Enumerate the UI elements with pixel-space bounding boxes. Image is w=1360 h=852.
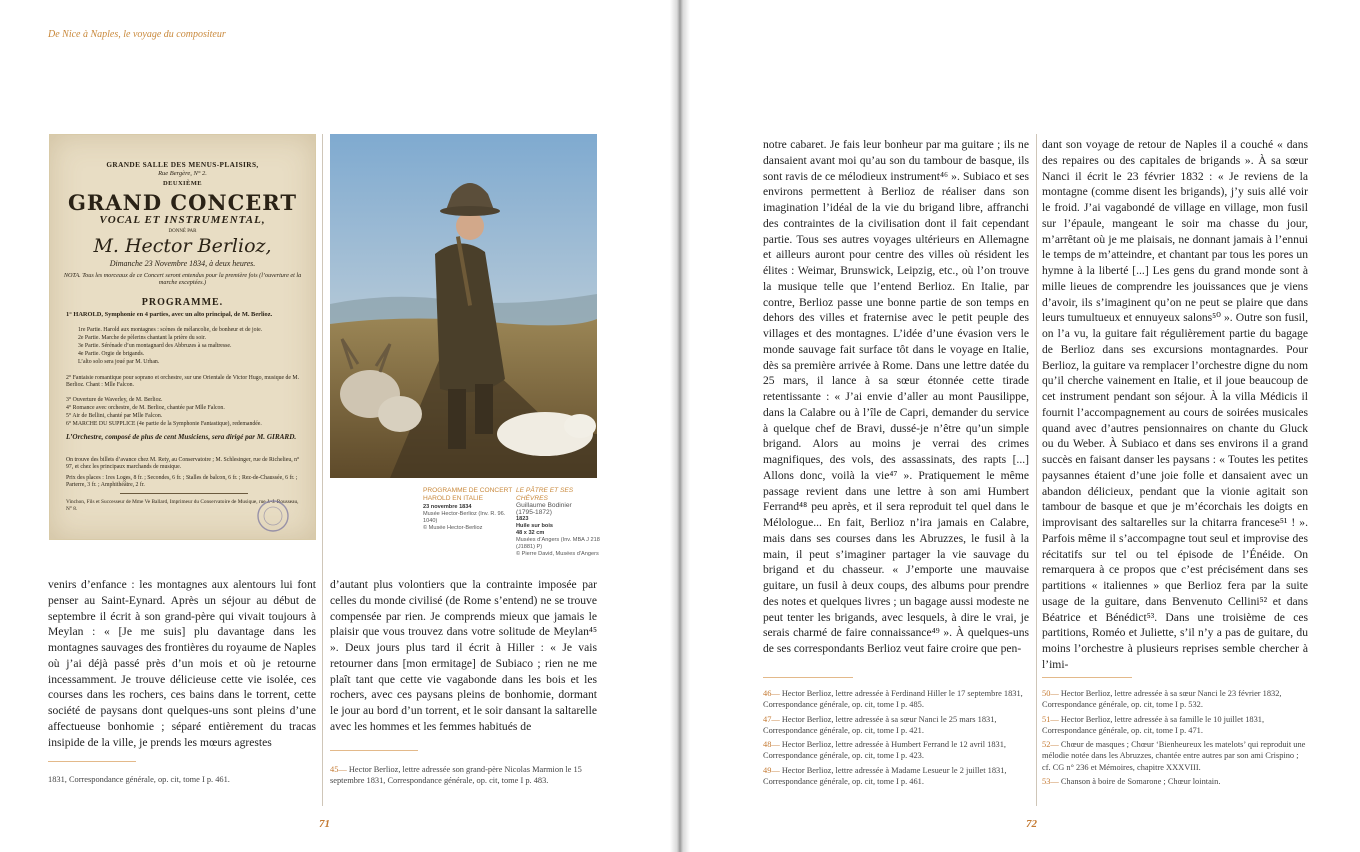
poster-item-1a: 1re Partie. Harold aux montagnes : scènes de mélancolie, de bonheur et de joie. bbox=[78, 327, 263, 333]
footnote-rule bbox=[1042, 677, 1132, 678]
painting-caption-medium: Huile sur bois bbox=[516, 523, 553, 530]
left-col1-paragraph: venirs d’enfance : les montagnes aux alentours lui font penser au Saint-Eynard. Après un séjour au début de septembre il écrit à son grand-père qui vivait toujours à Meylan : « [Je me suis] plu davantage dans les montagnes sauvages des frontières du royaume de Naples où j’ai déjà passé près d’un mois et où je retourne incessamment. Je trouve délicieuse cette vie isolée, ces courses dans les rochers, ces bains dans le torrent, cette société de paysans dont quelques-uns sont pleins d’une affectueuse bonhomie ; séparé entièrement du tracas insipide de la ville, je prends les mœurs agrestes bbox=[48, 578, 316, 749]
poster-date: Dimanche 23 Novembre 1834, à deux heures. bbox=[109, 259, 256, 268]
poster-printer: Vinchon, Fils et Successeur de Mme Ve Ballard, Imprimeur du Conservatoire de Musique, rue J.-J. Rousseau, N° 8. bbox=[66, 499, 299, 513]
poster-programme: PROGRAMME. bbox=[141, 297, 224, 308]
poster-address: Rue Bergère, N° 2. bbox=[158, 170, 207, 177]
right-col1-paragraph: notre cabaret. Je fais leur bonheur par ma guitare ; ils ne dansaient avant moi qu’au son du tambour de basque, ils sont ravis de ce mélodieux instrument⁴⁶ ». Subiaco et ses environs permettent à Berlioz de réaliser dans son imagination l’idéal de la vie du brigand libre, affranchi des contraintes de la civilisation dont il fait cependant partie. Tous ses autres voyages ultérieurs en Allemagne et ailleurs auront pour centre des villes où résident les élites : Weimar, Brunswick, Leipzig, etc., où l’on trouve la musique telle que l’entend Berlioz. En Italie, par contre, Berlioz passe une bonne partie de son temps en dehors des villes et fraternise avec le petit peuple des villages et des montagnes. L’idée d’une évasion vers le monde sauvage fait surface tôt dans le voyage en Italie, dès sa première arrivée à Rome. Dans une lettre datée du 25 mars, il lance à sa sœur étonnée cette tirade retentissante : « J’ai envie d’aller au mont Pausilippe, dans la Calabre ou à l’île de Capri, demander du service à quelque chef de Bravi, dussé-je n’être qu’un simple brigand. Alors au moins je verrai des crimes magnifiques, des vols, des assassinats, des rapts [...] Allons donc, voilà la vie⁴⁷ ». Pratiquement le même passage revient dans une lettre à son ami Humbert Ferrand⁴⁸ peu après, et il sera reproduit tel quel dans le Mélologue... En fait, Berlioz n’ira jamais en Calabre, mais dans ses courses dans les Abruzzes, le fusil à la main, il peut s’imaginer partager la vie sauvage du brigand et du chasseur. « J’emporte une mauvaise guitare, un fusil à deux coups, des albums pour prendre des notes et quelques livres ; un bagage aussi modeste ne peut tenter les brigands, avec lesquels, à dire le vrai, je serais charmé de faire connaissance⁴⁹ ». À quelques-uns de ses correspondants Berlioz veut faire croire que pen- bbox=[763, 138, 1029, 655]
painting-caption-museum: Musées d’Angers (Inv. MBA J 218 (J1881) P) bbox=[516, 537, 600, 551]
poster-prices: Prix des places : 1res Loges, 8 fr. ; Secondes, 6 fr. ; Stalles de balcon, 6 fr. ; Rez-de-Chaussée, 6 fr. ; Parterre, 3 fr. ; Amphithéâtre, 2 fr. bbox=[66, 475, 298, 489]
footnote-text: Chœur de masques ; Chœur ‘Bienheureux les matelots’ qui reproduit une mélodie notée dans les Abruzzes, chantée entre autres par son ami Crispino ; cf. CG n° 236 et Mémoires, chapitre XXXVIII. bbox=[1042, 740, 1306, 772]
poster-item-5: 5° Air de Bellini, chanté par Mlle Falcon. bbox=[66, 413, 163, 419]
right-col1-body bbox=[763, 137, 1029, 657]
poster-divider bbox=[120, 493, 248, 494]
poster-item-4: 4° Romance avec orchestre, de M. Berlioz, chantée par Mlle Falcon. bbox=[66, 405, 225, 411]
painting-caption-size: 48 x 32 cm bbox=[516, 530, 545, 537]
poster-caption-title: PROGRAMME DE CONCERT HAROLD EN ITALIE bbox=[423, 487, 513, 502]
footnote-53 bbox=[1042, 776, 1308, 787]
poster-tickets: On trouve des billets d’avance chez M. Rety, au Conservatoire ; M. Schlesinger, rue de Richelieu, n° 97, et chez les principaux marchands de musique. bbox=[66, 457, 300, 471]
footnote-number: 46— bbox=[763, 689, 780, 698]
poster-item-1: 1° HAROLD, Symphonie en 4 parties, avec un alto principal, de M. Berlioz. bbox=[66, 311, 273, 318]
footnote-51 bbox=[1042, 714, 1308, 737]
footnote-number: 49— bbox=[763, 765, 780, 775]
footnote-text: Hector Berlioz, lettre adressée à sa sœur Nanci le 23 février 1832, Correspondance générale, op. cit, tome I p. 532. bbox=[1042, 689, 1282, 710]
footnote-rule bbox=[330, 750, 418, 751]
stamp-icon bbox=[256, 499, 290, 533]
footnote-rule bbox=[48, 761, 136, 762]
footnote-number: 48— bbox=[763, 740, 780, 750]
poster-ordinal: DEUXIÈME bbox=[163, 180, 202, 187]
poster-caption bbox=[423, 487, 513, 532]
poster-orchestra: L’Orchestre, composé de plus de cent Musiciens, sera dirigé par M. GIRARD. bbox=[66, 433, 297, 441]
footnote-number: 53— bbox=[1042, 777, 1059, 787]
footnote-continued: 1831, Correspondance générale, op. cit, tome I p. 461. bbox=[48, 775, 230, 784]
footnote-text: Hector Berlioz, lettre adressée à sa sœur Nanci le 25 mars 1831, Correspondance générale, op. cit, tome I p. 421. bbox=[763, 714, 997, 735]
shepherd-painting-image bbox=[330, 134, 597, 478]
running-head: De Nice à Naples, le voyage du compositeur bbox=[48, 29, 226, 40]
book-gutter bbox=[670, 0, 690, 852]
right-page bbox=[690, 0, 1360, 852]
right-footnotes-col1 bbox=[763, 688, 1029, 787]
right-footnotes-col2 bbox=[1042, 688, 1308, 787]
left-col1-body bbox=[48, 577, 316, 750]
page-number: 72 bbox=[1026, 818, 1037, 830]
footnote-48 bbox=[763, 739, 1029, 762]
left-col2-paragraph: d’autant plus volontiers que la contrainte imposée par celles du monde civilisé (de Rome s’entend) ne se trouve compensée par rien. Je comprends mieux que jamais le plaisir que vous trouvez dans votre solitude de Meylan⁴⁵ ». Deux jours plus tard il écrit à Hiller : « Je vais retourner dans [mon ermitage] de Subiaco ; rien ne me plaît tant que cette vie vagabonde dans les bois et les rochers, avec ces paysans pleins de bonhomie, dormant le jour au bord d’un torrent, et le soir dansant la saltarelle avec les hommes et les femmes habitués de bbox=[330, 578, 597, 733]
right-col2-paragraph: dant son voyage de retour de Naples il a couché « dans des repaires ou des capitales de brigands ». À sa sœur Nanci il écrit le 23 février 1832 : « Je reviens de la montagne (comme disent les brigands), j’y suis allé voir le froid. J’ai vagabondé de village en village, mon fusil sur l’épaule, mangeant le soir ma chasse du jour, m’arrêtant où je me plaisais, ne donnant jamais à l’ennui le temps de m’atteindre, et chantant par tous les pores un hymne à la liberté [...] Les gens du grand monde sont à mille lieues de comprendre les jouissances que je viens d’avoir, ils s’imaginent qu’on ne peut se plaire que dans leurs tumultueux et ennuyeux salons⁵⁰ ». Outre son fusil, on l’a vu, la guitare fait régulièrement partie du bagage de Berlioz dans ses excursions montagnardes. Pour Berlioz, la guitare va remplacer l’orchestre digne du nom qu’il cherche vainement en Italie, et il joue beaucoup de cet instrument pendant son séjour. À la villa Médicis il fournit l’accompagnement au cours de soirées musicales quand avec d’autres pensionnaires on chante du Gluck ou du Weber. À Subiaco et dans ses environs il a grand succès en faisant danser les paysans : « Toutes les petites paysannes étaient d’une joie folle et dansaient avec un abandon délicieux, pendant que la vionie agitait son tambour de basque et que je m’écorchais les doigts en improvisant des saltarelles sur la chitarra francese⁵¹ ! ». Parfois même il s’accompagne tout seul et improvise des récitatifs sur tel ou tel épisode de l’Énéide. On remarquera à ce propos que c’est précisément dans ses partitions « italiennes » que Berlioz fera par la suite usage de la guitare, dans Benvenuto Cellini⁵² et dans Béatrice et Bénédict⁵³. Dans une troisième de ces partitions, Roméo et Juliette, s’il n’y a pas de guitare, du moins l’orchestre à plusieurs reprises semble chercher à l’imi- bbox=[1042, 138, 1308, 671]
right-col2-body bbox=[1042, 137, 1308, 673]
page-number: 71 bbox=[319, 818, 330, 830]
poster-venue: GRANDE SALLE DES MENUS-PLAISIRS, bbox=[106, 160, 259, 169]
footnote-45 bbox=[330, 764, 597, 787]
left-page bbox=[0, 0, 670, 852]
concert-poster-image bbox=[49, 134, 316, 540]
poster-given-by: DONNÉ PAR bbox=[168, 229, 197, 234]
footnote-text: Hector Berlioz, lettre adressée à Ferdinand Hiller le 17 septembre 1831, Correspondance générale, op. cit, tome I p. 485. bbox=[763, 689, 1023, 710]
poster-item-6: 6° MARCHE DU SUPPLICE (4e partie de la Symphonie Fantastique), redemandée. bbox=[66, 421, 262, 427]
footnote-text: Hector Berlioz, lettre adressée à sa famille le 10 juillet 1831, Correspondance générale, op. cit, tome I p. 471. bbox=[1042, 714, 1265, 735]
footnote-50 bbox=[1042, 688, 1308, 711]
footnote-46 bbox=[763, 688, 1029, 711]
footnote-49 bbox=[763, 765, 1029, 788]
footnote-number: 47— bbox=[763, 714, 780, 724]
footnote-number: 50— bbox=[1042, 689, 1059, 698]
poster-item-1c: 3e Partie. Sérénade d’un montagnard des Abbruzes à sa maîtresse. bbox=[78, 343, 232, 349]
poster-subtitle: VOCAL ET INSTRUMENTAL, bbox=[99, 214, 266, 226]
painting-caption-artist-dates: (1795-1872) bbox=[516, 509, 552, 517]
poster-nota: NOTA. Tous les morceaux de ce Concert seront entendus pour la première fois (l’ouverture et la marche exceptées.) bbox=[63, 272, 302, 287]
painting-caption-artist: Guillaume Bodinier bbox=[516, 502, 572, 510]
poster-item-1d: 4e Partie. Orgie de brigands. bbox=[78, 351, 145, 357]
poster-item-1b: 2e Partie. Marche de pèlerins chantant la prière du soir. bbox=[78, 335, 206, 341]
footnote-text: Chanson à boire de Somarone ; Chœur lointain. bbox=[1060, 777, 1221, 787]
poster-item-1e: L’alto solo sera joué par M. Urhan. bbox=[78, 359, 160, 365]
column-rule bbox=[322, 134, 323, 806]
painting-caption-title: LE PÂTRE ET SES CHÈVRES bbox=[516, 487, 574, 502]
poster-caption-credit: © Musée Hector-Berlioz bbox=[423, 525, 483, 532]
painting-caption-credit: © Pierre David, Musées d’Angers bbox=[516, 551, 599, 558]
poster-composer: M. Hector Berlioz, bbox=[93, 235, 272, 257]
poster-caption-museum: Musée Hector-Berlioz (Inv. R. 96. 1040) bbox=[423, 511, 506, 525]
poster-title: GRAND CONCERT bbox=[67, 190, 298, 215]
poster-caption-date: 23 novembre 1834 bbox=[423, 504, 472, 511]
footnote-text: Hector Berlioz, lettre adressée à Humbert Ferrand le 12 avril 1831, Correspondance générale, op. cit, tome I p. 423. bbox=[763, 740, 1007, 761]
footnote-text: Hector Berlioz, lettre adressée son grand-père Nicolas Marmion le 15 septembre 1831, Correspondance générale, op. cit, tome I p. 483. bbox=[330, 765, 582, 786]
footnote-number: 51— bbox=[1042, 714, 1059, 724]
column-rule bbox=[1036, 134, 1037, 806]
footnote-number: 45— bbox=[330, 765, 347, 774]
footnote-52 bbox=[1042, 739, 1308, 773]
painting-caption bbox=[516, 487, 600, 558]
poster-item-3: 3° Ouverture de Waverley, de M. Berlioz. bbox=[66, 397, 163, 403]
footnote-rule bbox=[763, 677, 853, 678]
footnote-47 bbox=[763, 714, 1029, 737]
footnote-number: 52— bbox=[1042, 740, 1059, 750]
painting-caption-year: 1823 bbox=[516, 516, 529, 523]
left-col2-body bbox=[330, 577, 597, 735]
poster-item-2: 2° Fantaisie romantique pour soprano et orchestre, sur une Orientale de Victor Hugo, musique de M. Berlioz. Chant : Mlle Falcon. bbox=[66, 375, 300, 389]
footnote-text: Hector Berlioz, lettre adressée à Madame Lesueur le 2 juillet 1831, Correspondance générale, op. cit, tome I p. 461. bbox=[763, 765, 1007, 787]
